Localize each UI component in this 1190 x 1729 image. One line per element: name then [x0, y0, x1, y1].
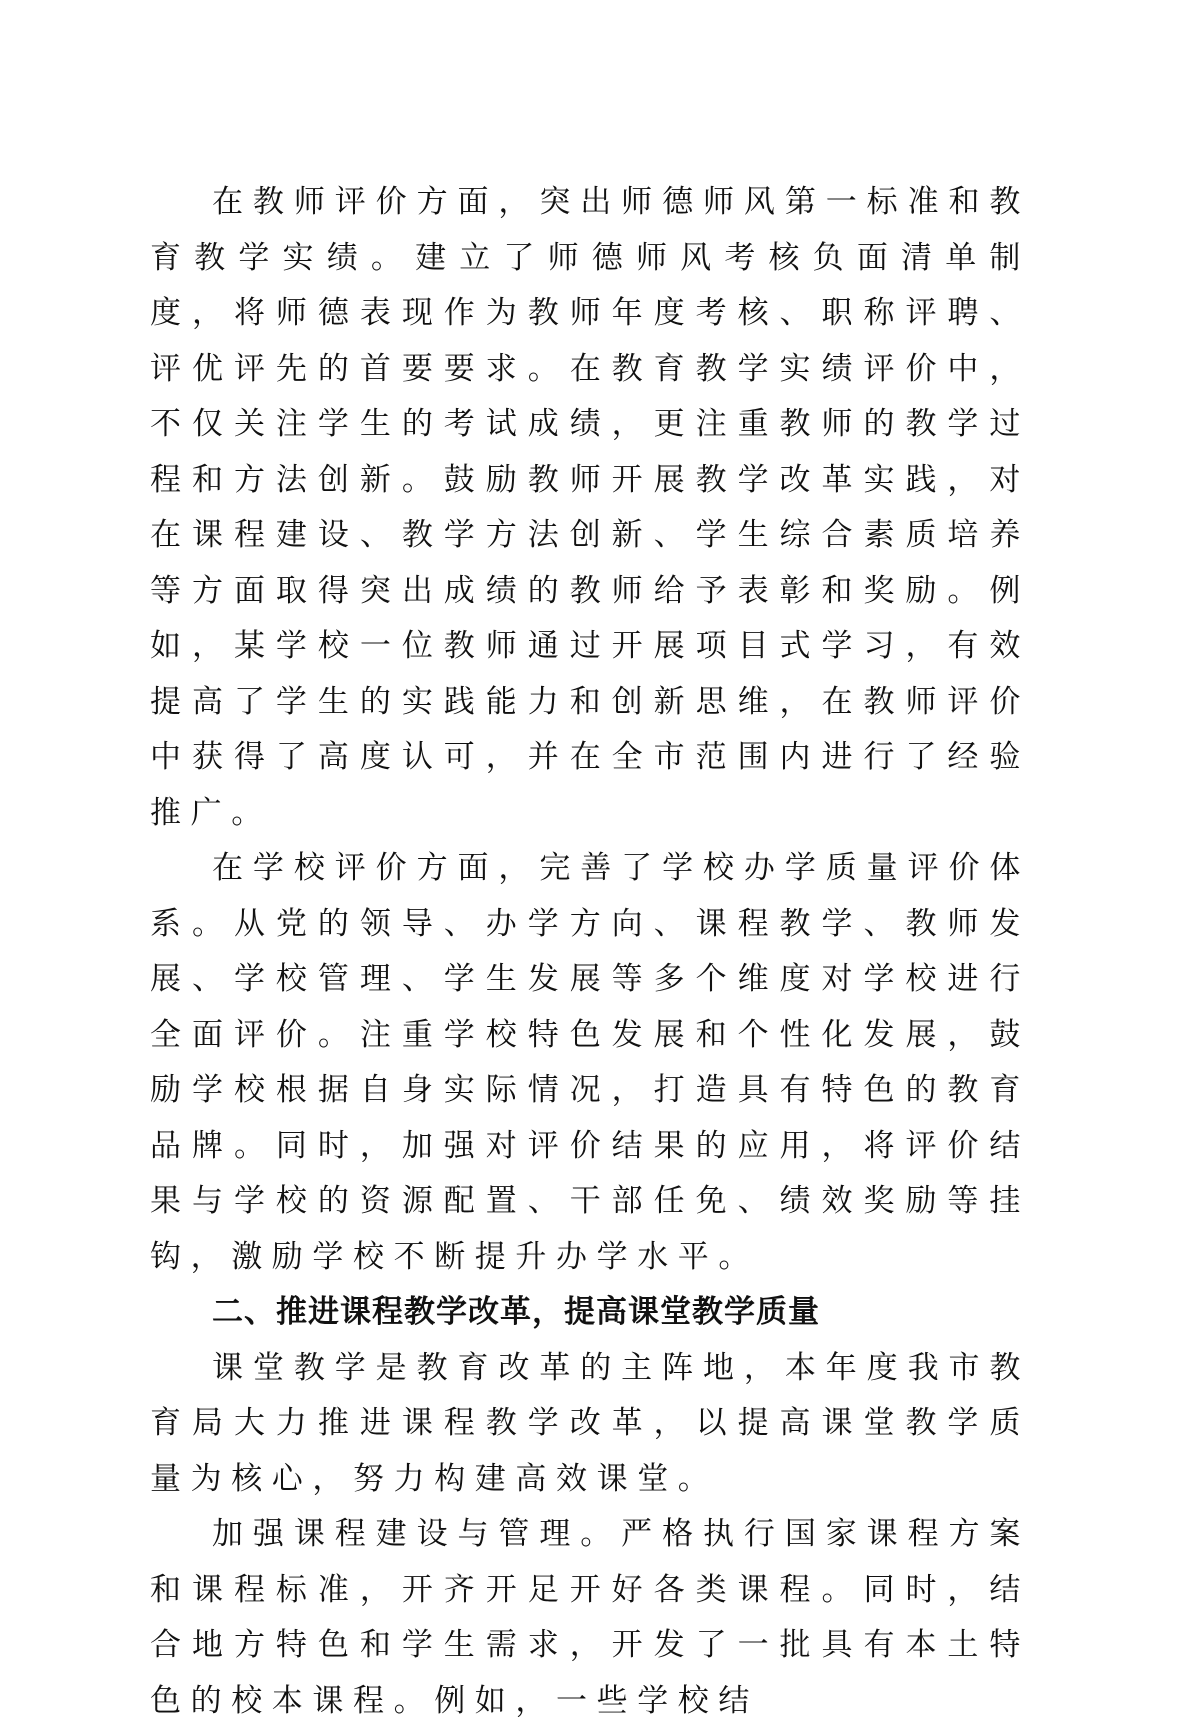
- section-heading: 二、推进课程教学改革，提高课堂教学质量: [212, 1294, 820, 1330]
- paragraph-teacher-evaluation: 在教师评价方面，突出师德师风第一标准和教育教学实绩。建立了师德师风考核负面清单制度，将师德表现作为教师年度考核、职称评聘、评优评先的首要要求。在教育教学实绩评价中，不仅关注学生的考试成绩，更注重教师的教学过程和方法创新。鼓励教师开展教学改革实践，对在课程建设、教学方法创新、学生综合素质培养等方面取得突出成绩的教师给予表彰和奖励。例如，某学校一位教师通过开展项目式学习，有效提高了学生的实践能力和创新思维，在教师评价中获得了高度认可，并在全市范围内进行了经验推广。: [150, 184, 1030, 831]
- paragraph-school-evaluation: 在学校评价方面，完善了学校办学质量评价体系。从党的领导、办学方向、课程教学、教师发展、学校管理、学生发展等多个维度对学校进行全面评价。注重学校特色发展和个性化发展，鼓励学校根据自身实际情况，打造具有特色的教育品牌。同时，加强对评价结果的应用，将评价结果与学校的资源配置、干部任免、绩效奖励等挂钩，激励学校不断提升办学水平。: [150, 850, 1030, 1275]
- paragraph-classroom-teaching: 课堂教学是教育改革的主阵地，本年度我市教育局大力推进课程教学改革，以提高课堂教学质量为核心，努力构建高效课堂。: [150, 1349, 1030, 1497]
- paragraph-curriculum-building: 加强课程建设与管理。严格执行国家课程方案和课程标准，开齐开足开好各类课程。同时，结合地方特色和学生需求，开发了一批具有本土特色的校本课程。例如，一些学校结: [150, 1516, 1030, 1719]
- document-page: [150, 175, 1030, 1729]
